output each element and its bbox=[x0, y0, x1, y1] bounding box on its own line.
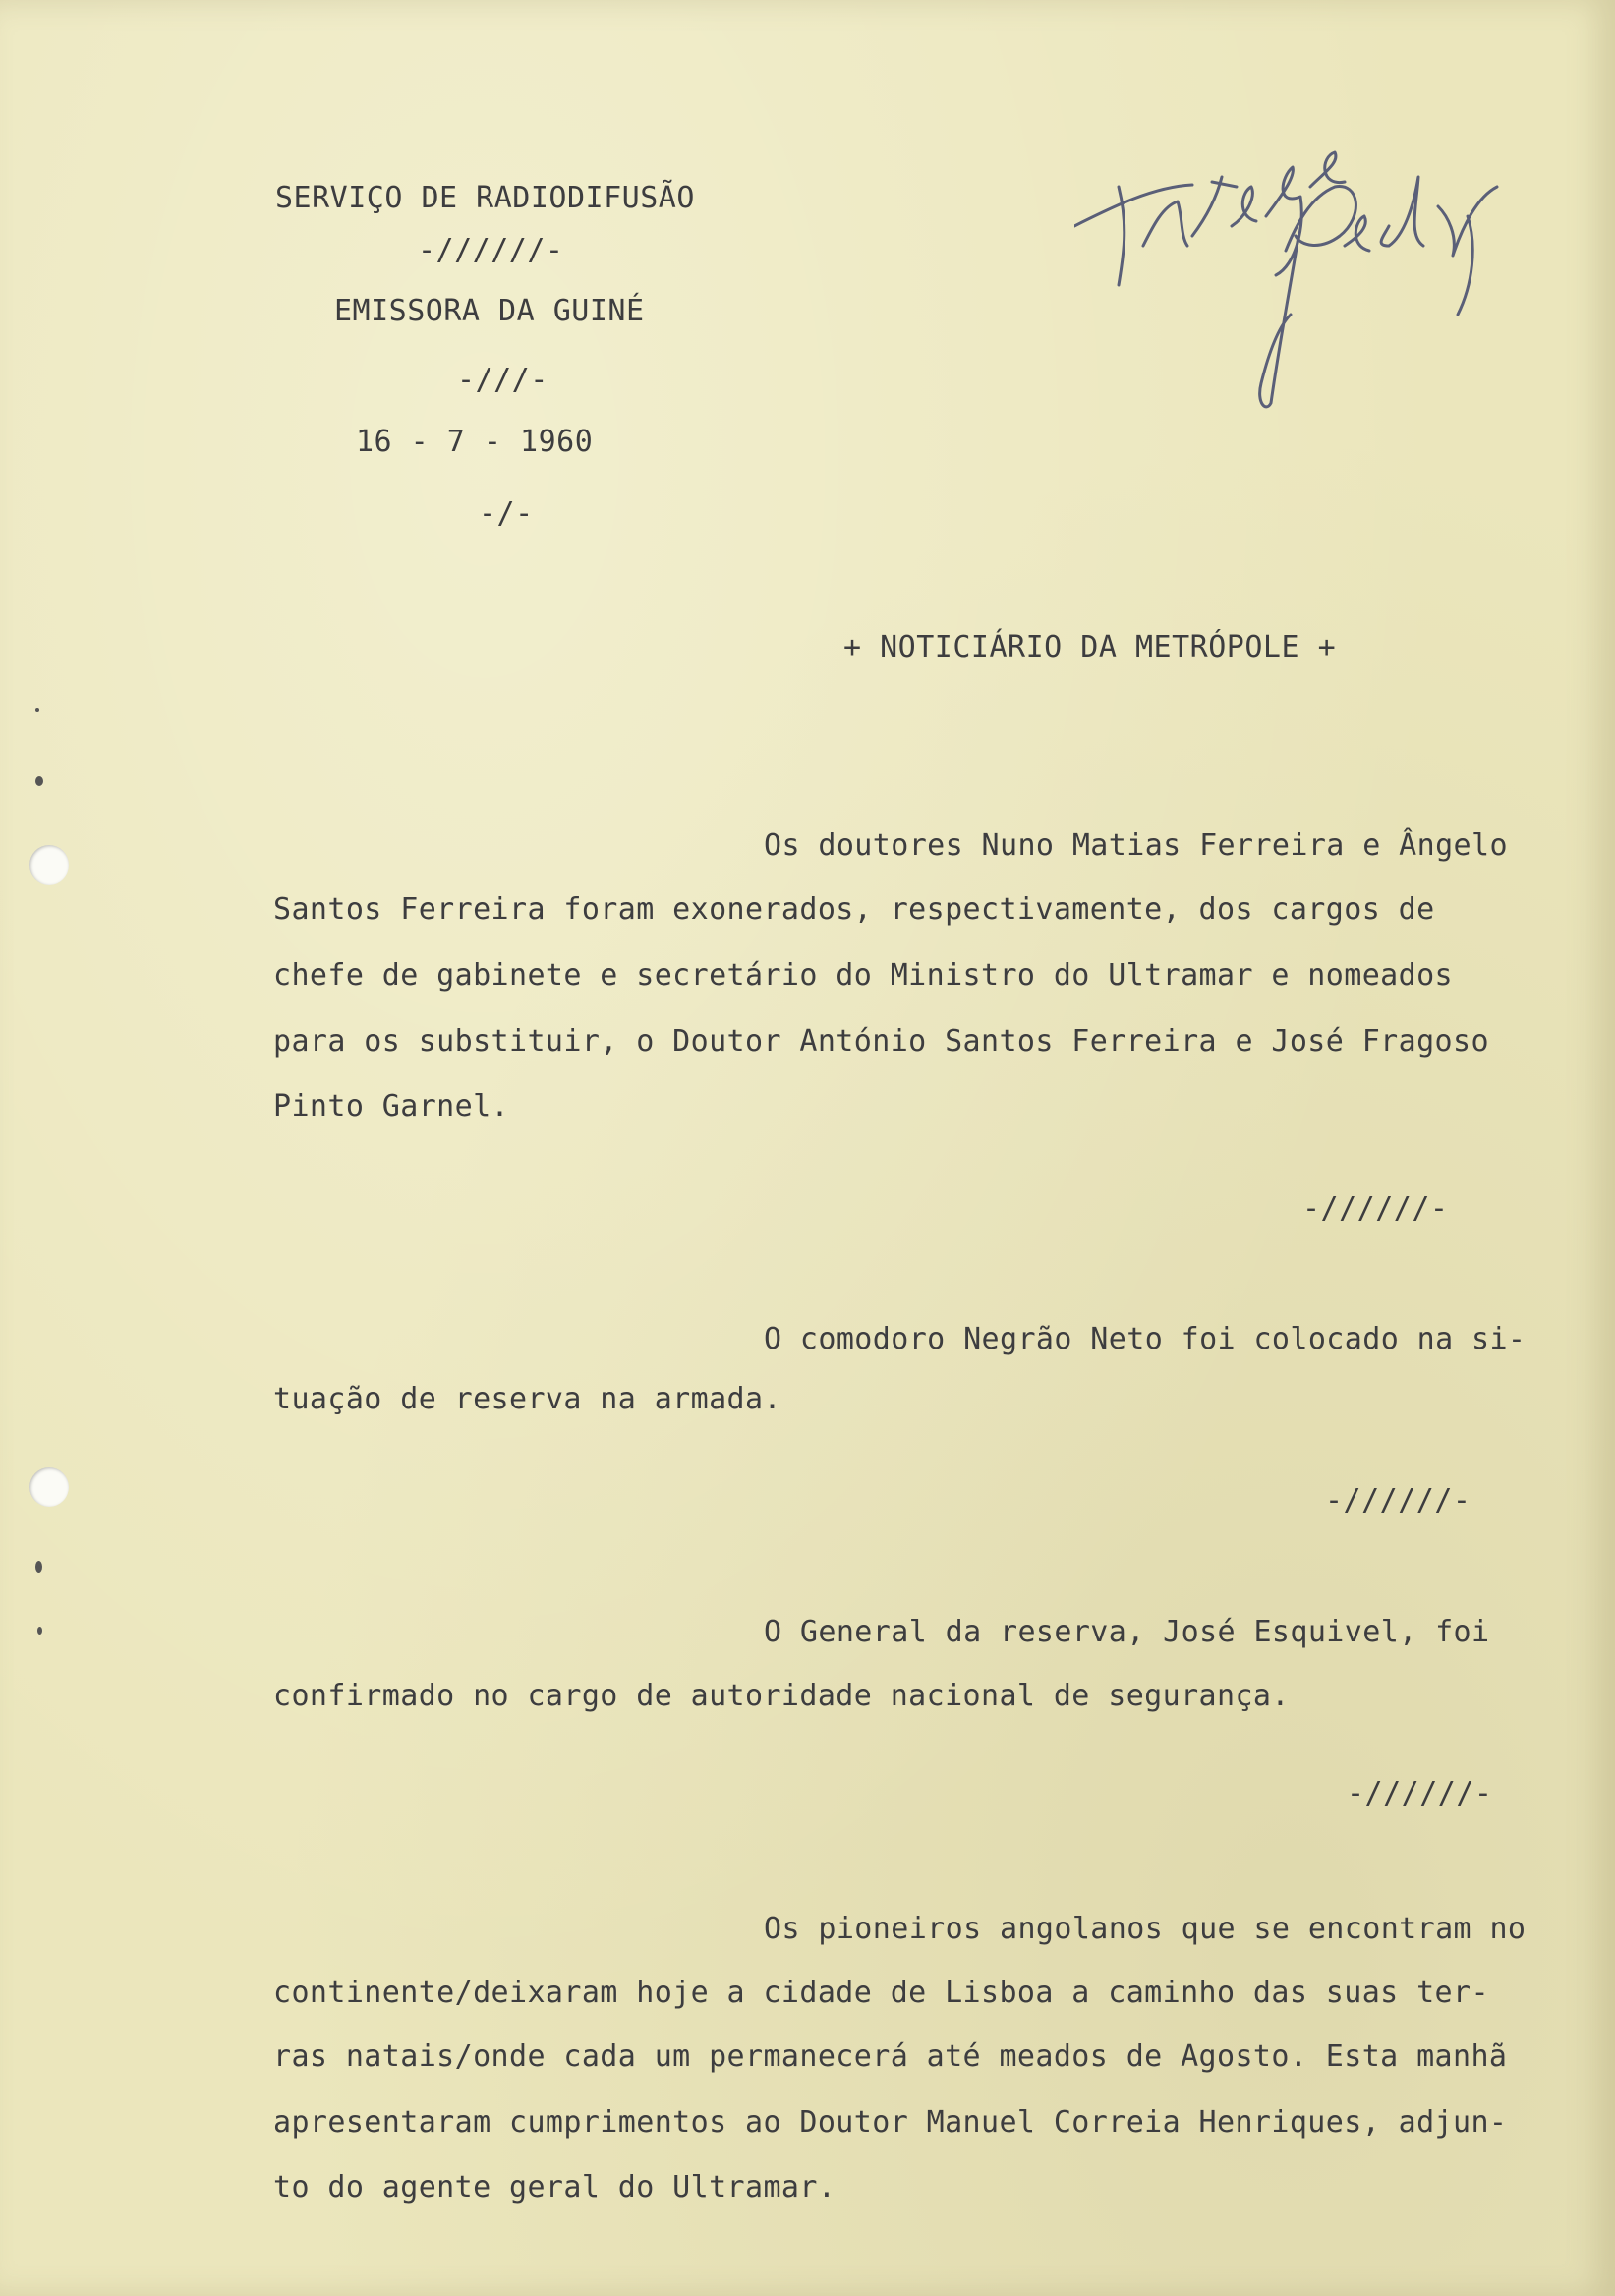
punch-hole-bottom bbox=[29, 1467, 69, 1507]
news-line: confirmado no cargo de autoridade nacional de segurança. bbox=[273, 1679, 1290, 1713]
ink-speck bbox=[35, 776, 43, 786]
header-separator: -/- bbox=[479, 496, 534, 531]
punch-hole-top bbox=[29, 845, 69, 885]
news-line: continente/deixaram hoje a cidade de Lisboa a caminho das suas ter- bbox=[273, 1976, 1489, 2010]
news-line: O comodoro Negrão Neto foi colocado na si- bbox=[764, 1322, 1527, 1356]
news-line: tuação de reserva na armada. bbox=[273, 1382, 781, 1416]
news-line: Pinto Garnel. bbox=[273, 1089, 509, 1123]
news-line: Santos Ferreira foram exonerados, respectivamente, dos cargos de bbox=[273, 892, 1435, 927]
handwritten-annotation bbox=[1074, 88, 1527, 442]
ink-speck bbox=[35, 708, 39, 712]
news-line: Os pioneiros angolanos que se encontram no bbox=[764, 1912, 1527, 1946]
news-line: ras natais/onde cada um permanecerá até meados de Agosto. Esta manhã bbox=[273, 2039, 1508, 2074]
news-line: apresentaram cumprimentos ao Doutor Manuel Correia Henriques, adjun- bbox=[273, 2105, 1508, 2140]
news-line: chefe de gabinete e secretário do Ministro do Ultramar e nomeados bbox=[273, 958, 1453, 993]
item-separator: -//////- bbox=[1325, 1483, 1471, 1518]
header-separator: -//////- bbox=[418, 233, 564, 267]
header-station: EMISSORA DA GUINÉ bbox=[334, 294, 645, 328]
section-title: + NOTICIÁRIO DA METRÓPOLE + bbox=[843, 630, 1337, 664]
header-date: 16 - 7 - 1960 bbox=[356, 425, 594, 459]
news-line: Os doutores Nuno Matias Ferreira e Ângelo bbox=[764, 829, 1508, 863]
news-line: to do agente geral do Ultramar. bbox=[273, 2170, 836, 2205]
item-separator: -//////- bbox=[1347, 1776, 1493, 1810]
ink-speck bbox=[35, 1561, 42, 1573]
ink-speck bbox=[37, 1627, 42, 1635]
header-separator: -///- bbox=[457, 363, 548, 397]
item-separator: -//////- bbox=[1302, 1191, 1449, 1226]
header-service: SERVIÇO DE RADIODIFUSÃO bbox=[275, 181, 695, 215]
news-line: para os substituir, o Doutor António Santos Ferreira e José Fragoso bbox=[273, 1024, 1489, 1059]
news-line: O General da reserva, José Esquivel, foi bbox=[764, 1615, 1490, 1649]
